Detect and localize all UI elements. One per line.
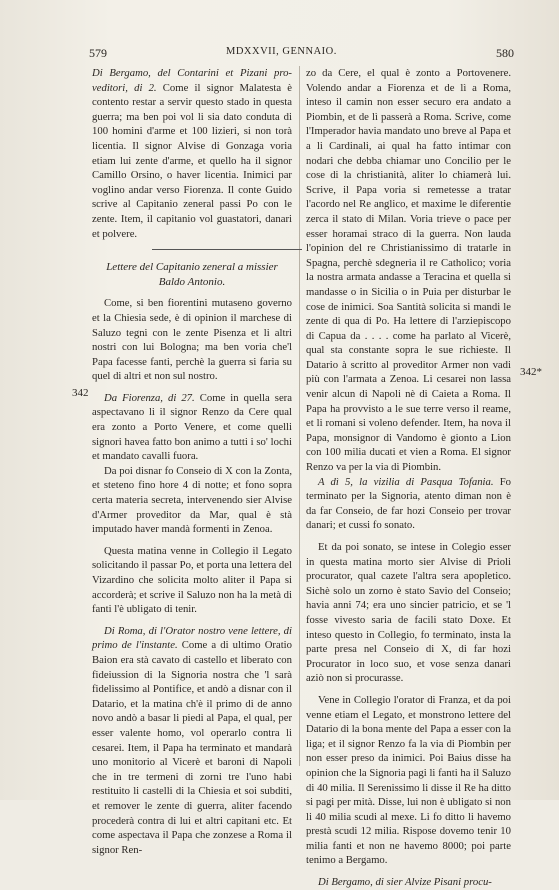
paragraph: Da poi disnar fo Conseio di X con la Zonta, et steteno fino hore 4 di notte; et fono sopra certa materia secreta, intervenendo sier Alvise d'Armer proveditor da Mar, qual è stà imputado haver mandà formenti in Zenoa. <box>92 464 292 536</box>
section-rule <box>152 249 302 250</box>
paragraph: Come, si ben fiorentini mutaseno governo et la Chiesia sede, è di opinion il marchese di Saluzo tegni con le zente Pisenza et li altri nostri con lui Bologna; ma ben voria che'l Papa facesse fanti, perchè la guerra si faria su quel di altri et non sul nostro. <box>92 297 292 383</box>
paragraph: Vene in Collegio l'orator di Franza, et da poi venne etiam el Legato, et monstrono lettere del Datario di la bona mente del Papa a esser con la liga; et il signor Renzo fa la via di Piombin per non esser preso da inimici. Poi Baius disse ha opinion che la Signoria pagi li fanti ha il Saluzo di 40 milia. Il Serenissimo li disse il Re ha ditto si pagi per mità. Disse, lui non è ubligato si non li 40 milia scudi al mexe. Li fo ditto li havemo prestà scudi 12 milia. Rispose dovemo tenir 10 milia fanti et non ne havemo 8000; poi parte tenimo a Bergamo. <box>306 693 511 867</box>
margin-number-left: 342 <box>72 387 89 399</box>
paragraph: Et da poi sonato, se intese in Colegio esser in questa matina morto sier Alvise di Prioli procurator, qual cazete l'altra sera apopletico. Sichè solo un zorno è stato Savio del Conseio; havia anni 74; era uno sincier patricio, et se 'l fosse vivesto saria de facili stato Doxe. Et inteso questo in Collegio, fo terminato, insta la parte presa nel Conseio di X, di far hozi Procurator in loco suo, et vose senza danari aziò non si procurasse. <box>306 541 511 685</box>
paragraph-text: Come a di ultimo Oratio Baion era stà cavato di castello et liberato con fideiussion di la Signoria nostra che 'l sarà fidelissimo al Pontifice, et andò a disnar con il Datario, et la matina ch'è il primo di de anno novo andò a basar li piedi al Papa, el qual, per esser valente homo, vol operarlo contra li cesarei. Item, il Papa ha terminato et mandarà uno monitorio al Vicerè et baroni di Napoli che in tre termeni di zorni tre l'uno habi restituito li castelli di la Chiesia et soi subditi, et remover le zente di guerra, aliter facendo procederà contra di lui et altri capitani etc. Et come aspectava il Papa che zonzese a Roma il signor Ren- <box>92 639 292 856</box>
source-heading: Da Fiorenza, di 27. <box>104 391 195 404</box>
paragraph-text: Fo terminato per la Signoria, atento diman non è da far Conseio, de far hozi Conseio per trovar danari; et cussi fo sonato. <box>306 475 511 532</box>
paragraph: zo da Cere, el qual è zonto a Portovenere. Volendo andar a Fiorenza et de lì a Roma, inteso il camin non esser securo era andato a Piombin, et de lì passerà a Roma. Scrive, come l'Imperador havia mandato uno breve al Papa et a li Cardinali, ai qual ha fatto intimar con nodari che debba chiamar uno Concilio per le cose di la christianità, aliter lo chiamerà lui. Scrive, il Papa voria si remetesse a tratar l'acordo nel Re anglico, et maxime le diferentie zerca il stato di Milan. Voria trieve o pace per esser horamai straco di la guerra. Non lauda l'opinion del re Christianissimo di tratarle in Spagna, perchè sdegneria il re Catholico; voria la nostra armata andasse a Teracina et quella si mandasse o in Sicilia o in Puia per disturbar le cose de inimici. Soa Santità solicita si mandi le zente di qua di Po. Ha lettere di l'arziepiscopo di Capua da . . . . come ha parlato al Vicerè, qual sta constante sopra le sue richieste. Il Datario à scritto al proveditor Armer non vadi più con l'armata a Zenoa. Li cesarei non lassa venir alcun di Napoli nè di Caieta a Roma. Il Papa ha provvisto a le sue terre verso il reame, et li romani si voleno defender. Item, ha nova il Papa, monsignor di Vandomo è gionto a Lion con 100 milia ducati et vien a Roma. El signor Renzo va per la via di Piombin. <box>306 67 511 474</box>
paragraph <box>92 66 292 241</box>
paragraph-text: Come il signor Malatesta è contento restar a servir questo stado in questa guerra; ma ben poi vol li sia dato conduta di 100 homini d'arme et 100 lizieri, si non torà licentia. Il signor Alvise di Gonzaga voria etiam lui zente d'arme, et quello ha il signor Camillo Orsino, o haver licentia. Inimici par voglino andar verso Fiorenza. Il conte Guido scrive al Capitanio zeneral passi Po con le zente. Item, il capitanio vol guastatori, danari et polvere. <box>92 81 292 240</box>
running-title: MDXXVII, GENNAIO. <box>226 46 337 57</box>
paragraph <box>306 875 511 890</box>
page-number-left: 579 <box>89 46 107 60</box>
source-heading: Di Bergamo, di sier Alvize Pisani procu- <box>318 876 492 889</box>
column-divider <box>299 66 300 766</box>
page-number-right: 580 <box>496 46 514 60</box>
paragraph <box>306 475 511 533</box>
paragraph <box>92 624 292 858</box>
paragraph-text: Come in quella sera aspectavano li il signor Renzo da Cere qual era zonto a Porto Venere, et come quelli signori havea fatto bon animo a tutti i so' lochi et mandato cavalli fuora. <box>92 391 292 463</box>
source-heading: A dì 5, la vizilia di Pasqua Tofania. <box>318 475 494 488</box>
paragraph: Questa matina venne in Collegio il Legato solicitando il passar Po, et porta una lettera del Vizardino che solicita molto aliter il Papa si accorderà; et scrive il Saluzo non ha la metà di fanti l'è ubligato di tenir. <box>92 544 292 616</box>
section-heading: Lettere del Capitanio zeneral a missier Baldo Antonio. <box>106 261 278 288</box>
right-column <box>306 66 511 890</box>
margin-number-right: 342* <box>520 366 542 378</box>
source-heading: Di Roma, di l'Orator nostro vene lettere, di primo de l'instante. <box>92 624 292 652</box>
left-column <box>92 66 292 857</box>
paragraph <box>92 391 292 464</box>
source-heading: Di Bergamo, del Contarini et Pizani pro-veditori, di 2. <box>92 67 292 94</box>
